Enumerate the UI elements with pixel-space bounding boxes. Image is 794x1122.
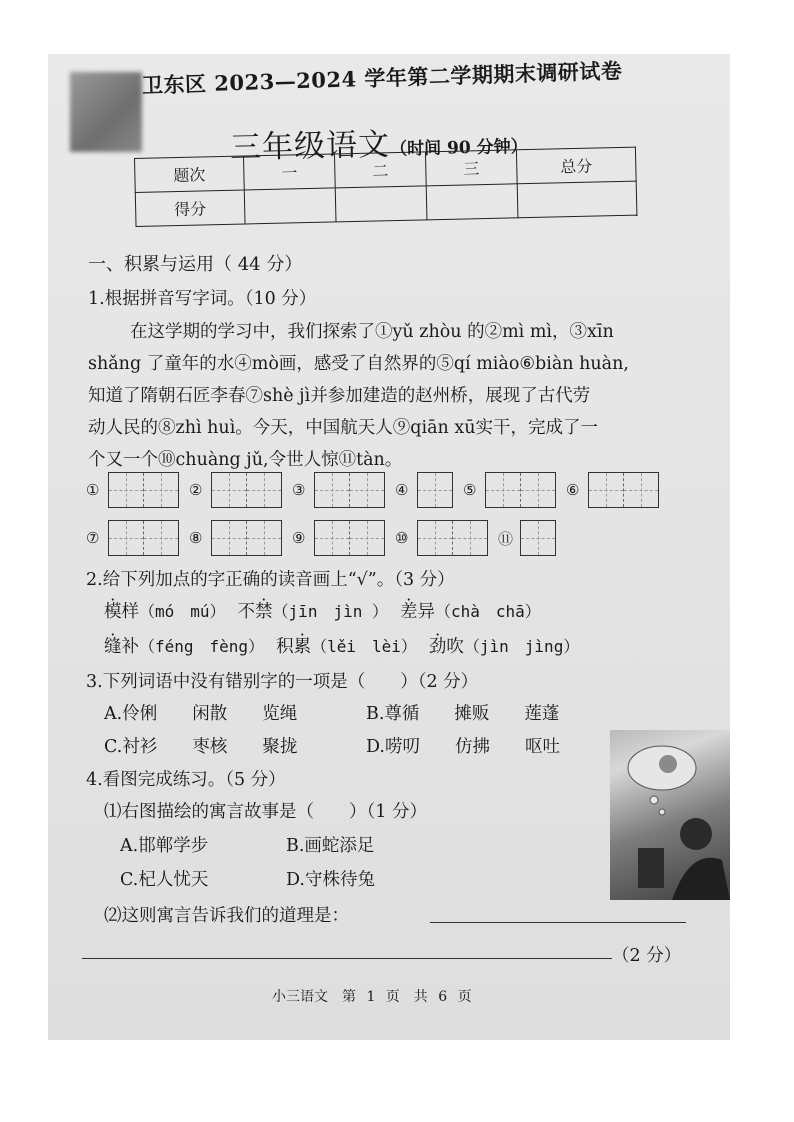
grid-number: ⑤ — [463, 481, 477, 499]
question-title: 4.看图完成练习。（5 分） — [86, 770, 286, 790]
answer-grid-item — [566, 472, 659, 508]
option-d[interactable]: D.守株待兔 — [286, 870, 375, 890]
tianzige-cell[interactable] — [315, 521, 350, 555]
grid-number: ① — [86, 481, 100, 499]
dotted-word: 劲吹 — [428, 637, 464, 657]
fable-illustration-svg — [610, 730, 730, 900]
grid-number: ⑨ — [292, 529, 306, 547]
answer-grid-item — [395, 472, 453, 508]
tianzige-cell[interactable] — [521, 521, 555, 555]
tianzige-box[interactable] — [211, 472, 282, 508]
answer-grid-item — [292, 472, 385, 508]
page-footer: 小三语文 第 1 页 共 6 页 — [272, 989, 472, 1005]
answer-grid-row — [86, 472, 669, 508]
grid-number: ④ — [395, 481, 409, 499]
answer-grid-item — [292, 520, 385, 556]
tianzige-box[interactable] — [314, 472, 385, 508]
pinyin-options[interactable]: （mó mú） — [139, 602, 226, 621]
tree-stump — [638, 848, 664, 888]
pinyin-options[interactable]: （féng fèng） — [139, 637, 265, 656]
tianzige-box[interactable] — [211, 520, 282, 556]
answer-grid-item — [498, 520, 556, 556]
cloud-bubble — [659, 809, 665, 815]
dotted-word: 缝补 — [104, 637, 139, 657]
question-title: 3.下列词语中没有错别字的一项是（ ）（2 分） — [86, 672, 479, 692]
score-input-cell[interactable] — [335, 186, 427, 222]
tianzige-box[interactable] — [108, 520, 179, 556]
tianzige-cell[interactable] — [624, 473, 658, 507]
tianzige-cell[interactable] — [486, 473, 521, 507]
cloud-bubble — [650, 796, 658, 804]
answer-grid-item — [463, 472, 556, 508]
answer-grid-item — [86, 520, 179, 556]
score-input-cell[interactable] — [426, 184, 518, 220]
answer-grid-item — [86, 472, 179, 508]
dotted-word: 不禁 — [237, 602, 273, 622]
farmer-head — [680, 818, 712, 850]
redacted-area — [70, 72, 142, 152]
tianzige-box[interactable] — [108, 472, 179, 508]
option-c[interactable]: C.衬衫 枣核 聚拢 — [104, 737, 298, 757]
score-input-cell[interactable] — [244, 188, 336, 224]
tianzige-cell[interactable] — [589, 473, 624, 507]
passage-line: 知道了隋朝石匠李春⑦shè jì并参加建造的赵州桥，展现了古代劳 — [88, 386, 591, 406]
fable-illustration — [610, 730, 730, 900]
tianzige-cell[interactable] — [109, 473, 144, 507]
tianzige-cell[interactable] — [315, 473, 350, 507]
pinyin-item — [104, 637, 264, 657]
pinyin-options[interactable]: （lěi lèi） — [311, 637, 417, 656]
table-cell: 三 — [425, 150, 517, 186]
tianzige-cell[interactable] — [212, 521, 247, 555]
answer-grid-item — [189, 472, 282, 508]
dotted-word: 积累 — [276, 637, 312, 657]
section-title: 一、积累与运用（ 44 分） — [88, 254, 303, 275]
grid-number: ⑪ — [498, 529, 514, 548]
sub-question: ⑵这则寓言告诉我们的道理是： — [104, 906, 349, 926]
option-b[interactable]: B.画蛇添足 — [286, 836, 375, 856]
pinyin-item — [400, 602, 541, 622]
pinyin-options[interactable]: （jīn jìn ） — [272, 602, 388, 621]
grid-number: ⑩ — [395, 529, 409, 547]
tianzige-cell[interactable] — [418, 473, 452, 507]
grid-number: ⑧ — [189, 529, 203, 547]
pinyin-options[interactable]: （chà chā） — [434, 602, 541, 621]
grid-number: ⑦ — [86, 529, 100, 547]
tianzige-box[interactable] — [520, 520, 556, 556]
tianzige-box[interactable] — [485, 472, 556, 508]
tianzige-cell[interactable] — [521, 473, 555, 507]
grid-number: ② — [189, 481, 203, 499]
sub-question: ⑴右图描绘的寓言故事是（ ）（1 分） — [104, 802, 427, 822]
option-a[interactable]: A.邯郸学步 — [120, 836, 209, 856]
score-table — [134, 147, 637, 227]
table-cell: 一 — [243, 154, 335, 190]
tianzige-box[interactable] — [417, 472, 453, 508]
tianzige-cell[interactable] — [247, 521, 281, 555]
tianzige-cell[interactable] — [418, 521, 453, 555]
tianzige-cell[interactable] — [350, 521, 384, 555]
option-c[interactable]: C.杞人忧天 — [120, 870, 209, 890]
passage-line: 个又一个⑩chuàng jǔ,令世人惊⑪tàn。 — [88, 450, 403, 470]
grid-number: ⑥ — [566, 481, 580, 499]
pinyin-options[interactable]: （jìn jìng） — [463, 637, 580, 656]
answer-line[interactable] — [430, 922, 686, 923]
answer-grid-item — [189, 520, 282, 556]
question-title: 1.根据拼音写字词。（10 分） — [88, 289, 317, 309]
pinyin-item — [104, 602, 226, 622]
question-title: 2.给下列加点的字正确的读音画上“√”。（3 分） — [86, 570, 455, 590]
table-cell: 二 — [334, 152, 426, 188]
passage-line: 动人民的⑧zhì huì。今天，中国航天人⑨qiān xū实干，完成了一 — [88, 418, 598, 438]
tianzige-cell[interactable] — [109, 521, 144, 555]
tianzige-cell[interactable] — [350, 473, 384, 507]
passage-line: shǎng 了童年的水④mò画，感受了自然界的⑤qí miào⑥biàn huàn, — [88, 354, 629, 374]
table-cell: 总分 — [516, 147, 636, 184]
answer-grid-item — [395, 520, 488, 556]
pinyin-item — [276, 637, 417, 657]
option-a[interactable]: A.伶俐 闲散 览绳 — [104, 704, 298, 724]
tianzige-cell[interactable] — [144, 521, 178, 555]
exam-title: 卫东区 2023—2024 学年第二学期期末调研试卷 — [141, 57, 623, 98]
pinyin-row — [104, 598, 553, 623]
grid-number: ③ — [292, 481, 306, 499]
tianzige-box[interactable] — [314, 520, 385, 556]
tianzige-box[interactable] — [588, 472, 659, 508]
score-input-cell[interactable] — [517, 181, 637, 218]
table-cell: 题次 — [135, 156, 245, 192]
answer-grid-row — [86, 520, 566, 556]
pinyin-row — [104, 633, 591, 658]
passage-line: 在这学期的学习中，我们探索了①yǔ zhòu 的②mì mì，③xīn — [130, 322, 614, 342]
time-note: （时间 90 分钟） — [389, 136, 528, 160]
option-b[interactable]: B.尊循 摊贩 莲蓬 — [366, 704, 560, 724]
pinyin-item — [238, 602, 388, 622]
tianzige-cell[interactable] — [453, 521, 487, 555]
points-note: （2 分） — [612, 946, 682, 966]
table-cell: 得分 — [135, 190, 245, 226]
option-d[interactable]: D.唠叨 仿拂 呕吐 — [366, 737, 560, 757]
grade-subject: 三年级语文 — [229, 126, 391, 166]
dotted-word: 模样 — [104, 602, 139, 622]
answer-line[interactable] — [82, 958, 612, 959]
farmer-body — [672, 858, 730, 900]
tianzige-cell[interactable] — [247, 473, 281, 507]
tianzige-cell[interactable] — [144, 473, 178, 507]
tianzige-cell[interactable] — [212, 473, 247, 507]
dotted-word: 差异 — [399, 602, 435, 622]
rabbit-shape — [659, 755, 677, 773]
tianzige-box[interactable] — [417, 520, 488, 556]
pinyin-item — [429, 637, 579, 657]
